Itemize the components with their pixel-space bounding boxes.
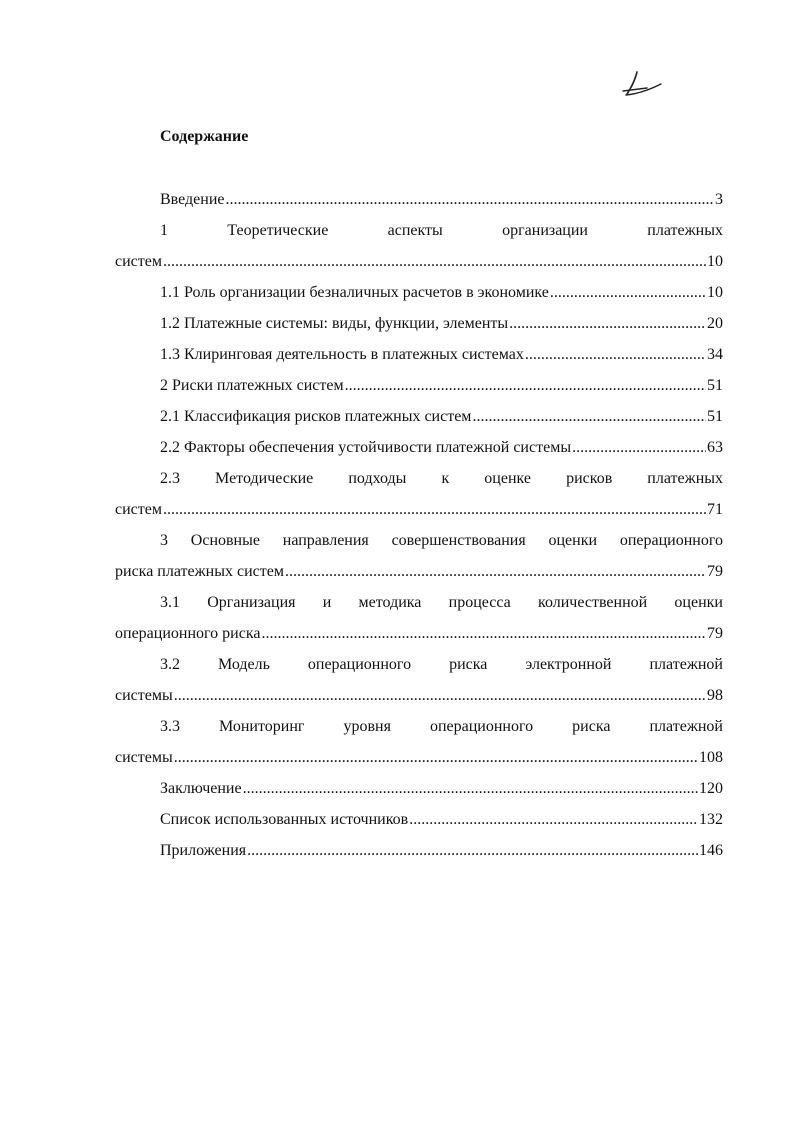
toc-dot-leader xyxy=(472,401,706,432)
toc-page-number: 98 xyxy=(707,687,723,704)
toc-entry-label: систем xyxy=(115,253,162,270)
toc-dot-leader xyxy=(572,432,706,463)
toc-dot-leader xyxy=(509,308,706,339)
toc-entry-label: системы xyxy=(115,749,173,766)
toc-entry xyxy=(115,308,723,339)
toc-entry-label: систем xyxy=(115,501,162,518)
toc-page-number: 3 xyxy=(715,191,723,208)
toc-dot-leader xyxy=(226,184,715,215)
toc-dot-leader xyxy=(243,773,698,804)
toc-page-number: 108 xyxy=(699,749,723,766)
toc-page-number: 71 xyxy=(707,501,723,518)
toc-entry xyxy=(115,773,723,804)
toc-heading-line xyxy=(115,649,723,680)
toc-entry-label: Заключение xyxy=(160,780,242,797)
handwritten-mark-icon xyxy=(617,64,667,104)
toc-entry-label: 1.1 Роль организации безналичных расчетов в экономике xyxy=(160,284,549,301)
toc-page-number: 51 xyxy=(707,377,723,394)
toc-entry-continuation xyxy=(115,494,723,525)
toc-heading-line xyxy=(115,587,723,618)
toc-dot-leader xyxy=(525,339,706,370)
toc-entry-label: Приложения xyxy=(160,842,247,859)
toc-heading-text: 3.1 Организация и методика процесса количественной оценки xyxy=(160,594,723,611)
toc-dot-leader xyxy=(345,370,706,401)
toc-entry-continuation xyxy=(115,556,723,587)
toc-dot-leader xyxy=(409,804,698,835)
toc-page-number: 120 xyxy=(699,780,723,797)
toc-entry-continuation xyxy=(115,618,723,649)
toc-entry-label: системы xyxy=(115,687,173,704)
toc-dot-leader xyxy=(174,680,706,711)
toc-entry-label: 1.3 Клиринговая деятельность в платежных системах xyxy=(160,346,524,363)
toc-page-number: 20 xyxy=(707,315,723,332)
table-of-contents xyxy=(115,184,723,866)
page-title: Содержание xyxy=(160,128,249,145)
toc-dot-leader xyxy=(174,742,698,773)
toc-dot-leader xyxy=(163,494,706,525)
toc-dot-leader xyxy=(163,246,706,277)
toc-heading-text: 1 Теоретические аспекты организации платежных xyxy=(160,222,723,239)
toc-page-number: 51 xyxy=(707,408,723,425)
toc-heading-line xyxy=(115,525,723,556)
toc-page-number: 79 xyxy=(707,625,723,642)
toc-entry xyxy=(115,401,723,432)
toc-page-number: 34 xyxy=(707,346,723,363)
toc-page-number: 10 xyxy=(707,284,723,301)
toc-entry xyxy=(115,184,723,215)
toc-entry xyxy=(115,339,723,370)
toc-entry-label: Введение xyxy=(160,191,225,208)
toc-page-number: 10 xyxy=(707,253,723,270)
toc-heading-line xyxy=(115,711,723,742)
toc-entry xyxy=(115,835,723,866)
toc-heading-text: 2.3 Методические подходы к оценке рисков платежных xyxy=(160,470,723,487)
toc-dot-leader xyxy=(247,835,698,866)
toc-page-number: 132 xyxy=(699,811,723,828)
toc-heading-line xyxy=(115,463,723,494)
toc-heading-text: 3.3 Мониторинг уровня операционного риска платежной xyxy=(160,718,723,735)
toc-entry-label: 2 Риски платежных систем xyxy=(160,377,344,394)
toc-heading-line xyxy=(115,215,723,246)
toc-entry-continuation xyxy=(115,680,723,711)
toc-entry xyxy=(115,804,723,835)
toc-dot-leader xyxy=(261,618,706,649)
toc-page-number: 146 xyxy=(699,842,723,859)
toc-entry-label: 2.1 Классификация рисков платежных систем xyxy=(160,408,472,425)
toc-heading-text: 3 Основные направления совершенствования оценки операционного xyxy=(160,532,723,549)
toc-page-number: 63 xyxy=(707,439,723,456)
toc-entry-label: риска платежных систем xyxy=(115,563,284,580)
toc-page-number: 79 xyxy=(707,563,723,580)
toc-dot-leader xyxy=(550,277,706,308)
toc-entry xyxy=(115,432,723,463)
toc-entry xyxy=(115,277,723,308)
toc-entry-label: 1.2 Платежные системы: виды, функции, элементы xyxy=(160,315,509,332)
toc-dot-leader xyxy=(285,556,706,587)
toc-entry-continuation xyxy=(115,246,723,277)
toc-entry-label: операционного риска xyxy=(115,625,261,642)
toc-heading-text: 3.2 Модель операционного риска электронной платежной xyxy=(160,656,723,673)
toc-entry-label: Список использованных источников xyxy=(160,811,409,828)
toc-entry-label: 2.2 Факторы обеспечения устойчивости платежной системы xyxy=(160,439,572,456)
toc-entry xyxy=(115,370,723,401)
toc-entry-continuation xyxy=(115,742,723,773)
